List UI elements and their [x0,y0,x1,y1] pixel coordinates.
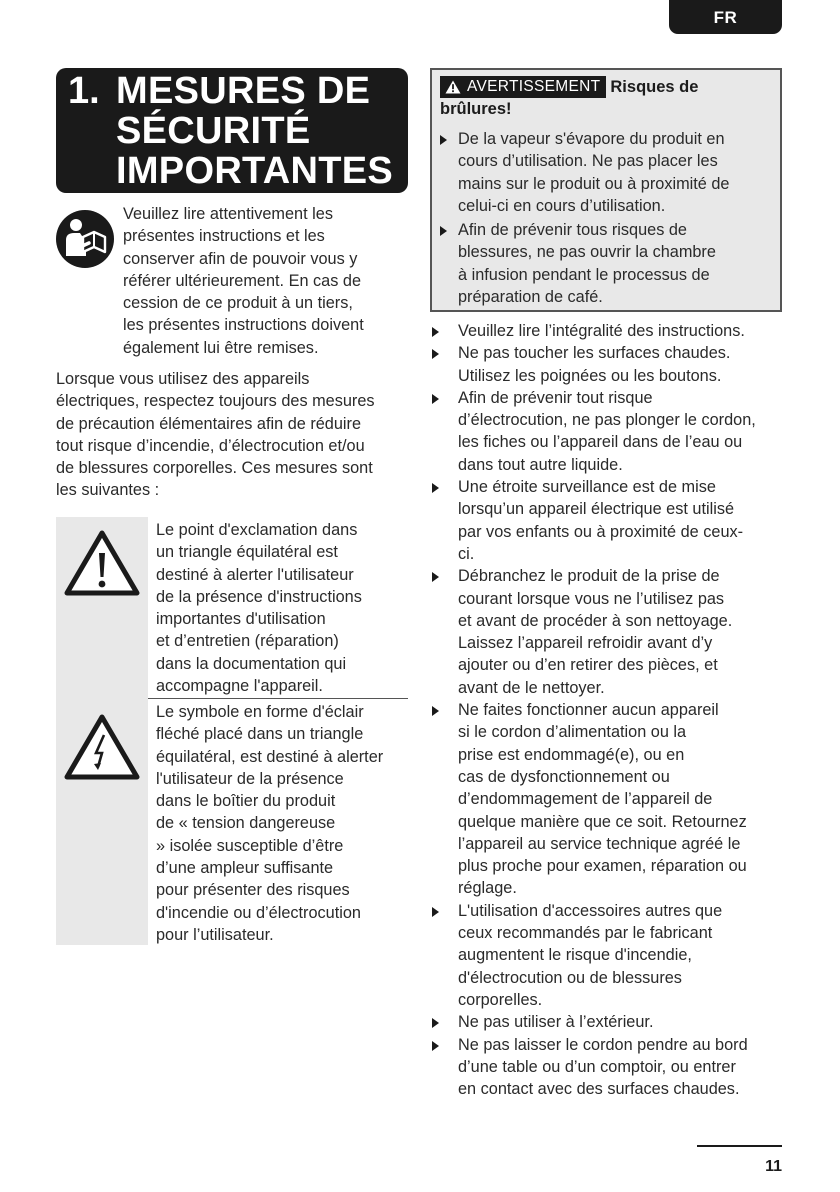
exclamation-triangle-icon [64,529,140,597]
section-title [56,68,408,193]
intro-line: les présentes instructions doivent [123,316,364,335]
symbol-text-line: accompagne l'appareil. [156,677,323,696]
symbol-text-line: et d’entretien (réparation) [156,632,339,651]
symbol-text-line: de la présence d'instructions [156,587,362,606]
intro-text [123,203,393,359]
warning-item: De la vapeur s'évapore du produit en cours d’utilisation. Ne pas placer les mains sur le produit ou à proximité de celui-ci en cours d’utilisation. [440,128,772,217]
warning-item: Afin de prévenir tous risques de blessures, ne pas ouvrir la chambre à infusion pendant le processus de préparation de café. [440,219,772,308]
warning-triangle-icon [445,80,461,94]
symbol-text-line: fléché placé dans un triangle [156,725,364,744]
list-item: Afin de prévenir tout risque d’électrocution, ne pas plonger le cordon, les fiches ou l’appareil dans de l’eau ou dans tout autre liquide. [430,387,782,476]
bullet-icon [432,483,439,493]
symbol-row-lightning [56,699,408,945]
list-item: Ne pas laisser le cordon pendre au bord d’une table ou d’un comptoir, ou entrer en contact avec des surfaces chaudes. [430,1034,782,1101]
title-line-2: SÉCURITÉ [116,110,311,152]
safety-instructions-list [430,320,782,1100]
symbol-text-line: de « tension dangereuse [156,814,336,833]
list-item: Une étroite surveillance est de mise lorsqu’un appareil électrique est utilisé par vos enfants ou à proximité de ceux- ci. [430,476,782,565]
bullet-icon [432,394,439,404]
bullet-icon [440,226,447,236]
symbol-table [56,517,408,945]
list-item: Ne pas utiliser à l’extérieur. [430,1011,782,1033]
intro-line: également lui être remises. [123,338,319,357]
lightning-triangle-icon [64,713,140,781]
list-item: Ne pas toucher les surfaces chaudes. Utilisez les poignées ou les boutons. [430,342,782,387]
bullet-icon [432,349,439,359]
symbol-text-line: équilatéral, est destiné à alerter [156,747,384,766]
symbol-row-exclamation [56,517,408,699]
bullet-icon [432,907,439,917]
symbol-text-line: l'utilisateur de la présence [156,769,344,788]
list-item: Veuillez lire l’intégralité des instructions. [430,320,782,342]
bullet-icon [432,327,439,337]
exclamation-description [148,517,408,699]
lightning-description [148,699,408,945]
warning-badge [440,76,606,98]
bullet-icon [432,706,439,716]
list-item: L'utilisation d'accessoires autres que ceux recommandés par le fabricant augmentent le risque d'incendie, d'électrocution ou de blessures corporelles. [430,900,782,1011]
bullet-icon [440,135,447,145]
lead-line: tout risque d’incendie, d’électrocution et/ou [56,436,365,455]
warning-heading-1: Risques de [610,78,699,96]
symbol-text-line: dans le boîtier du produit [156,792,336,811]
intro-line: cession de ce produit à un tiers, [123,294,353,313]
warning-box [430,68,782,312]
warning-heading [440,76,772,120]
symbol-text-line: pour l’utilisateur. [156,925,274,944]
language-tab: FR [669,0,782,34]
symbol-text-line: d'incendie ou d’électrocution [156,903,361,922]
list-item: Débranchez le produit de la prise de courant lorsque vous ne l’utilisez pas et avant de procéder à son nettoyage. Laissez l’appareil refroidir avant d’y ajouter ou d’en retirer des pièces, et avant de le nettoyer. [430,565,782,699]
intro-line: Veuillez lire attentivement les [123,205,333,223]
symbol-text-line: importantes d'utilisation [156,610,326,629]
symbol-text-line: pour présenter des risques [156,881,350,900]
symbol-text-line: destiné à alerter l'utilisateur [156,565,354,584]
symbol-text-line: un triangle équilatéral est [156,543,338,562]
intro-line: présentes instructions et les [123,227,325,246]
lead-line: Lorsque vous utilisez des appareils [56,370,310,388]
intro-line: conserver afin de pouvoir vous y [123,249,358,268]
warning-badge-label: AVERTISSEMENT [467,78,601,95]
bullet-icon [432,1018,439,1028]
symbol-text-line: d’une ampleur suffisante [156,859,334,878]
list-item: Ne faites fonctionner aucun appareil si le cordon d’alimentation ou la prise est endommagé(e), ou en cas de dysfonctionnement ou d’endommagement de l’appareil de quelque manière que ce soit. Retournez l’appareil au service technique agréé le plus proche pour examen, réparation ou réglage. [430,699,782,900]
lead-line: électriques, respectez toujours des mesures [56,392,375,411]
lead-line: de blessures corporelles. Ces mesures sont [56,459,373,478]
lead-line: les suivantes : [56,481,160,500]
warning-heading-2: brûlures! [440,100,512,118]
section-number: 1. [68,70,100,112]
bullet-icon [432,572,439,582]
lead-paragraph [56,368,408,502]
symbol-text-line: Le symbole en forme d'éclair [156,703,364,721]
title-line-3: IMPORTANTES [116,150,394,192]
footer-rule [697,1145,782,1147]
lead-line: de précaution élémentaires afin de réduire [56,414,362,433]
title-line-1: MESURES DE [116,70,371,112]
symbol-text-line: » isolée susceptible d’être [156,836,344,855]
page-number: 11 [765,1158,782,1175]
intro-line: référer ultérieurement. En cas de [123,271,362,290]
read-manual-icon [56,210,114,268]
symbol-text-line: Le point d'exclamation dans [156,521,358,539]
symbol-text-line: dans la documentation qui [156,654,347,673]
bullet-icon [432,1041,439,1051]
warning-list [440,128,772,308]
